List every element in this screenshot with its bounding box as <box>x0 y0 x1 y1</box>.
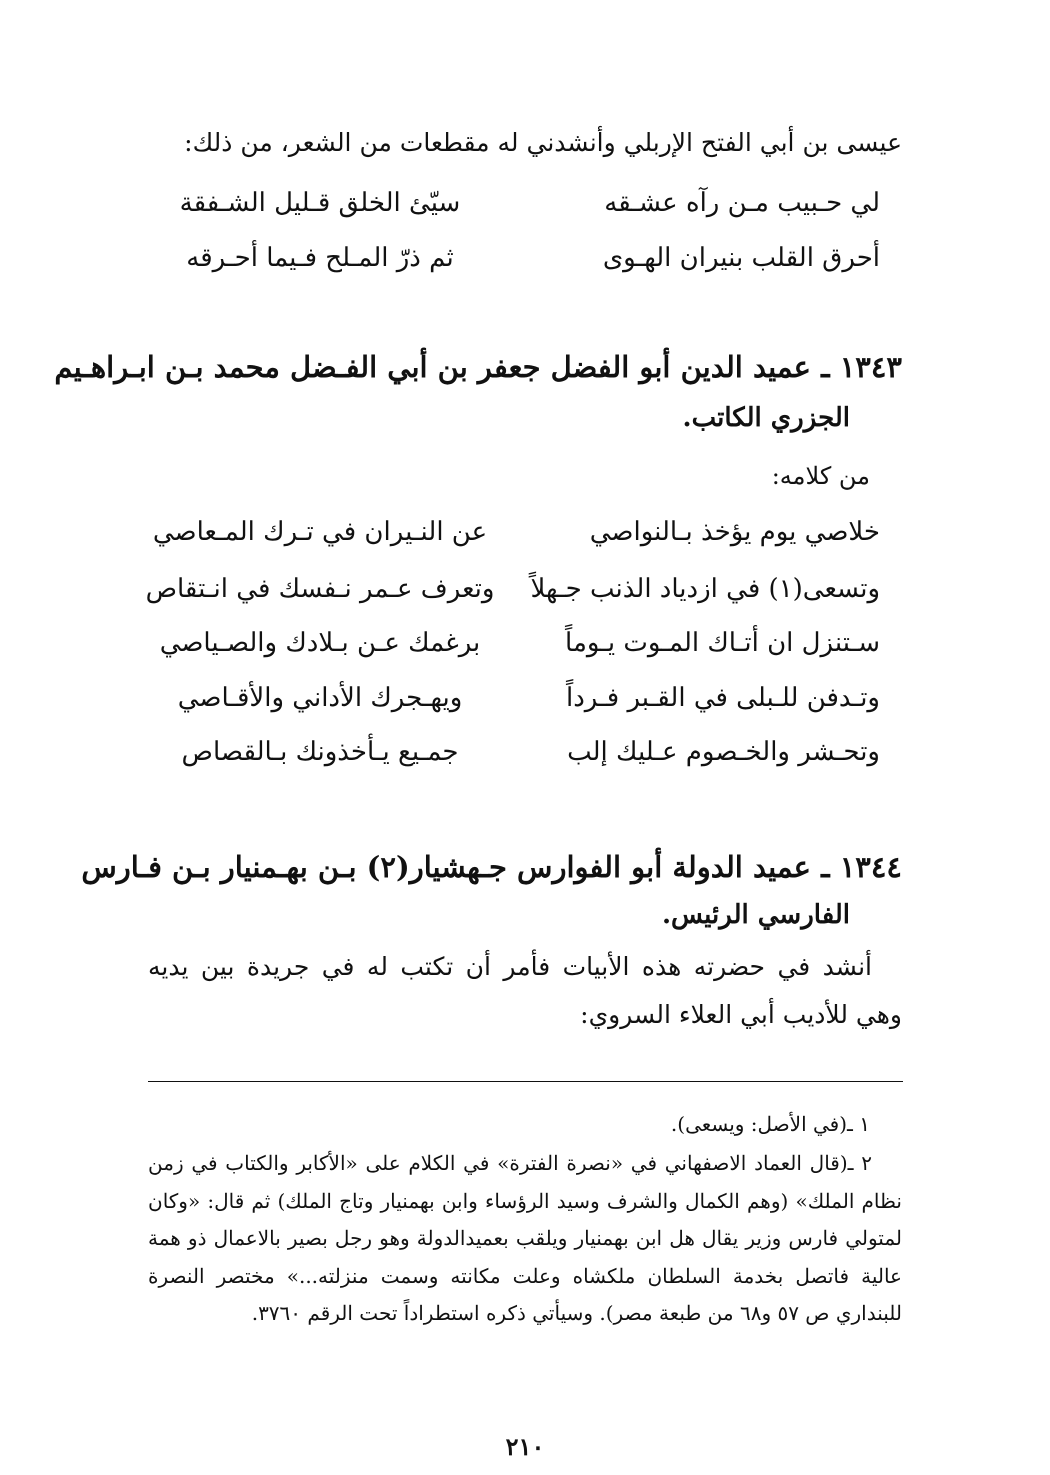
verse-second-hemistich: جمـيع يـأخذونك بـالقصاص <box>181 737 459 767</box>
verse-second-hemistich: سيّئ الخلق قـليل الشـفقة <box>179 188 461 218</box>
verse-first-hemistich: وتـدفن للـبلى في القـبر فـرداً <box>565 683 880 713</box>
intro-line: عيسى بن أبي الفتح الإربلي وأنشدني له مقطعات من الشعر، من ذلك: <box>184 128 902 157</box>
verse-first-hemistich: أحرق القلب بنيران الهـوى <box>602 243 880 273</box>
verse-second-hemistich: عن النـيران في تـرك المـعاصي <box>152 517 488 547</box>
verse-first-hemistich: لي حـبيب مـن رآه عشـقه <box>604 188 880 218</box>
verse-first-hemistich: خلاصي يوم يؤخذ بـالنواصي <box>589 517 880 547</box>
verse-second-hemistich: وتعرف عـمر نـفسك في انـتقاص <box>145 574 495 604</box>
entry-1344-heading-cont: الفارسي الرئيس. <box>661 900 850 930</box>
poem1-verse <box>140 243 880 283</box>
poem2-verse <box>140 683 880 723</box>
verse-first-hemistich: سـتنزل ان أتـاك المـوت يـوماً <box>565 628 880 658</box>
poem2-verse <box>140 517 880 557</box>
poem2-verse <box>140 737 880 777</box>
entry-1343-heading-cont: الجزري الكاتب. <box>682 403 850 433</box>
entry-1344-heading: ١٣٤٤ ـ عميد الدولة أبو الفوارس جـهشيار(٢) بـن بهـمنيار بـن فـارس <box>81 850 902 884</box>
entry-1344-paragraph: أنشد في حضرته هذه الأبيات فأمر أن تكتب له في جريدة بين يديه وهي للأديب أبي العلاء السروي: <box>148 952 902 1029</box>
verse-first-hemistich: وتحـشر والخـصوم عـليك إلب <box>567 737 880 767</box>
footnote-1: ١ ـ(في الأصل: ويسعى). <box>670 1112 870 1136</box>
poem2-verse <box>140 574 880 614</box>
poem2-verse <box>140 628 880 668</box>
footnote-2: ٢ ـ(قال العماد الاصفهاني في «نصرة الفترة» في الكلام على «الأكابر والكتاب في زمن نظام الملك» (وهم الكمال والشرف وسيد الرؤساء وابن بهمنيار وتاج الملك) ثم قال: «وكان لمتولي فارس وزير يقال هل ابن بهمنيار ويلقب بعميدالدولة وهو رجل بصير بالاعمال ذو همة عالية فاتصل بخدمة السلطان ملكشاه وعلت مكانته وسمت منزلته...» مختصر النصرة للبنداري ص ٥٧ و٦٨ من طبعة مصر). وسيأتي ذكره استطراداً تحت الرقم ٣٧٦٠. <box>148 1151 902 1325</box>
page-number: ٢١٠ <box>505 1432 545 1461</box>
verse-second-hemistich: ثم ذرّ المـلح فـيما أحـرقه <box>186 243 454 273</box>
verse-second-hemistich: برغمك عـن بـلادك والصـياصي <box>159 628 481 658</box>
verse-second-hemistich: ويهـجرك الأداني والأقـاصي <box>177 683 463 713</box>
verse-first-hemistich: وتسعى(١) في ازدياد الذنب جـهلاً <box>530 574 880 604</box>
entry-1343-heading: ١٣٤٣ ـ عميد الدين أبو الفضل جعفر بن أبي الفـضل محمد بـن ابـراهـيم <box>54 350 902 384</box>
entry-1343-lead: من كلامه: <box>771 462 870 490</box>
footnote-separator <box>148 1081 903 1082</box>
poem1-verse <box>140 188 880 228</box>
